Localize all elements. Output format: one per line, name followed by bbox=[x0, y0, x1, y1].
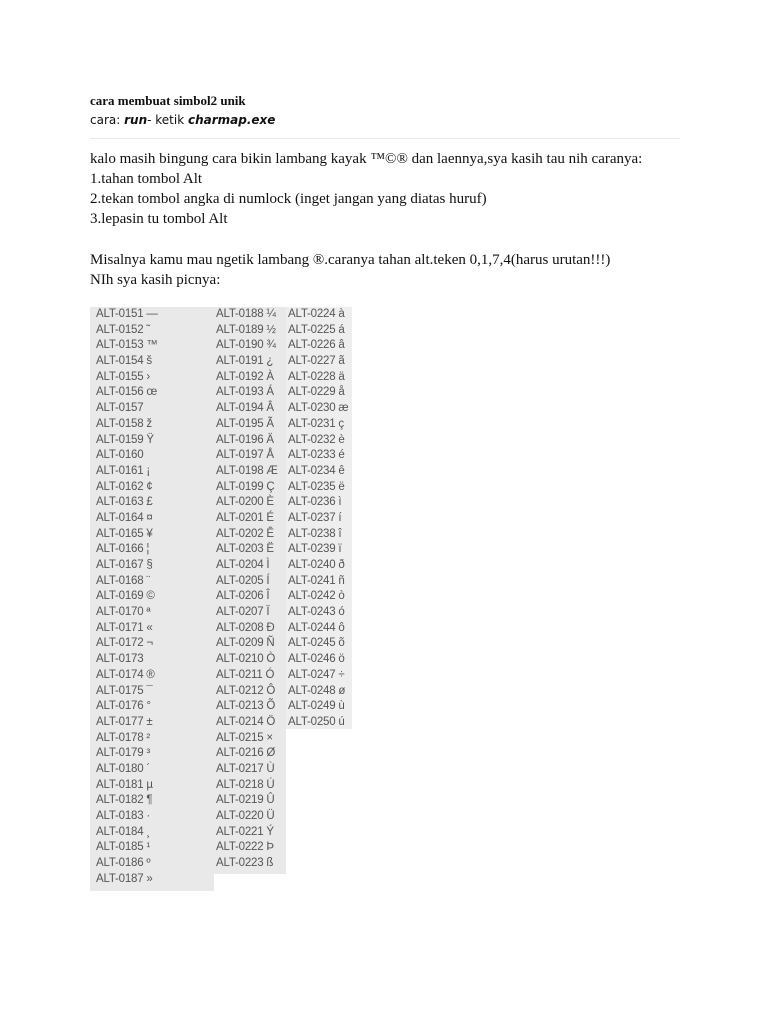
alt-code-table-image bbox=[90, 307, 352, 891]
alt-code-entry: ALT-0174 ® bbox=[96, 668, 155, 681]
alt-code-entry: ALT-0187 » bbox=[96, 872, 153, 885]
alt-code-entry: ALT-0238 î bbox=[288, 527, 342, 540]
alt-code-entry: ALT-0153 ™ bbox=[96, 339, 158, 352]
alt-code-entry: ALT-0225 á bbox=[288, 323, 345, 336]
alt-code-entry: ALT-0211 Ó bbox=[216, 668, 275, 681]
alt-code-entry: ALT-0161 ¡ bbox=[96, 464, 151, 477]
alt-code-entry: ALT-0218 Ú bbox=[216, 778, 275, 791]
alt-code-entry: ALT-0210 Ò bbox=[216, 653, 276, 666]
alt-code-entry: ALT-0159 Ÿ bbox=[96, 433, 154, 446]
example-paragraph: Misalnya kamu mau ngetik lambang ®.caranya tahan alt.teken 0,1,7,4(harus urutan!!!) bbox=[90, 252, 611, 268]
step-3: 3.lepasin tu tombol Alt bbox=[90, 211, 228, 227]
alt-code-entry: ALT-0224 à bbox=[288, 308, 345, 320]
subtitle-prefix: cara: bbox=[90, 113, 125, 127]
alt-code-entry: ALT-0154 š bbox=[96, 355, 152, 368]
alt-code-entry: ALT-0157 bbox=[96, 402, 144, 415]
subtitle-command: charmap.exe bbox=[187, 113, 276, 127]
alt-code-entry: ALT-0198 Æ bbox=[216, 464, 278, 477]
alt-code-entry: ALT-0221 Ý bbox=[216, 825, 274, 838]
alt-code-column-1 bbox=[90, 307, 214, 891]
alt-code-entry: ALT-0208 Ð bbox=[216, 621, 275, 634]
alt-code-entry: ALT-0179 ³ bbox=[96, 747, 151, 760]
alt-code-entry: ALT-0231 ç bbox=[288, 417, 344, 430]
alt-code-entry: ALT-0190 ¾ bbox=[216, 339, 276, 352]
alt-code-entry: ALT-0166 ¦ bbox=[96, 543, 150, 556]
alt-code-entry: ALT-0170 ª bbox=[96, 606, 151, 619]
step-2: 2.tekan tombol angka di numlock (inget jangan yang diatas huruf) bbox=[90, 191, 487, 207]
alt-code-entry: ALT-0209 Ñ bbox=[216, 637, 275, 650]
subtitle-run: run bbox=[124, 113, 148, 127]
alt-code-entry: ALT-0178 ² bbox=[96, 731, 151, 744]
spacer bbox=[90, 229, 680, 250]
alt-code-entry: ALT-0173 bbox=[96, 653, 144, 666]
alt-code-entry: ALT-0204 Ì bbox=[216, 559, 270, 571]
doc-subtitle bbox=[90, 111, 680, 129]
alt-code-entry: ALT-0151 — bbox=[96, 308, 158, 320]
alt-code-entry: ALT-0234 ê bbox=[288, 464, 345, 477]
alt-code-entry: ALT-0250 ú bbox=[288, 715, 345, 728]
alt-code-entry: ALT-0232 è bbox=[288, 433, 345, 446]
alt-code-entry: ALT-0163 £ bbox=[96, 496, 153, 509]
alt-code-entry: ALT-0206 Î bbox=[216, 590, 270, 603]
alt-code-entry: ALT-0222 Þ bbox=[216, 841, 274, 854]
alt-code-entry: ALT-0175 ¯ bbox=[96, 684, 153, 697]
alt-code-entry: ALT-0193 Á bbox=[216, 386, 274, 399]
alt-code-entry: ALT-0212 Ô bbox=[216, 684, 276, 697]
alt-code-entry: ALT-0172 ¬ bbox=[96, 637, 153, 650]
alt-code-entry: ALT-0158 ž bbox=[96, 417, 152, 430]
alt-code-entry: ALT-0236 ì bbox=[288, 496, 342, 509]
alt-code-entry: ALT-0216 Ø bbox=[216, 747, 276, 760]
alt-code-entry: ALT-0239 ï bbox=[288, 543, 342, 556]
alt-code-entry: ALT-0223 ß bbox=[216, 857, 274, 870]
alt-code-entry: ALT-0168 ¨ bbox=[96, 574, 151, 587]
alt-code-entry: ALT-0245 õ bbox=[288, 637, 345, 650]
alt-code-entry: ALT-0191 ¿ bbox=[216, 355, 274, 368]
alt-code-entry: ALT-0244 ô bbox=[288, 621, 345, 634]
subtitle-mid: - ketik bbox=[147, 113, 188, 127]
alt-code-entry: ALT-0164 ¤ bbox=[96, 511, 153, 524]
alt-code-entry: ALT-0185 ¹ bbox=[96, 841, 151, 854]
alt-code-entry: ALT-0177 ± bbox=[96, 715, 153, 728]
alt-code-entry: ALT-0186 º bbox=[96, 857, 151, 870]
alt-code-entry: ALT-0228 ä bbox=[288, 370, 345, 383]
alt-code-entry: ALT-0214 Ö bbox=[216, 715, 276, 728]
alt-code-entry: ALT-0176 ° bbox=[96, 700, 151, 713]
alt-code-entry: ALT-0237 í bbox=[288, 511, 342, 524]
alt-code-entry: ALT-0155 › bbox=[96, 370, 151, 383]
alt-code-column-2 bbox=[214, 307, 286, 874]
alt-code-entry: ALT-0230 æ bbox=[288, 402, 349, 415]
alt-code-entry: ALT-0189 ½ bbox=[216, 323, 276, 336]
alt-code-entry: ALT-0227 ã bbox=[288, 355, 345, 368]
document-page bbox=[90, 92, 680, 290]
alt-code-entry: ALT-0200 È bbox=[216, 496, 274, 509]
alt-code-entry: ALT-0167 § bbox=[96, 559, 153, 571]
alt-code-entry: ALT-0196 Ä bbox=[216, 433, 274, 446]
alt-code-entry: ALT-0229 å bbox=[288, 386, 345, 399]
alt-code-entry: ALT-0247 ÷ bbox=[288, 668, 345, 681]
alt-code-entry: ALT-0203 Ë bbox=[216, 543, 274, 556]
divider bbox=[90, 138, 680, 139]
step-1: 1.tahan tombol Alt bbox=[90, 171, 203, 187]
alt-code-entry: ALT-0183 · bbox=[96, 810, 151, 822]
alt-code-entry: ALT-0201 É bbox=[216, 511, 274, 524]
alt-code-entry: ALT-0169 © bbox=[96, 590, 155, 603]
alt-code-entry: ALT-0233 é bbox=[288, 449, 345, 462]
alt-code-entry: ALT-0194 Â bbox=[216, 402, 274, 415]
alt-code-entry: ALT-0207 Ï bbox=[216, 606, 270, 619]
alt-code-entry: ALT-0202 Ê bbox=[216, 527, 274, 540]
alt-code-entry: ALT-0184 ¸ bbox=[96, 825, 151, 838]
alt-code-entry: ALT-0188 ¼ bbox=[216, 308, 276, 320]
alt-code-entry: ALT-0195 Ã bbox=[216, 417, 274, 430]
alt-code-entry: ALT-0226 â bbox=[288, 339, 345, 352]
alt-code-entry: ALT-0205 Í bbox=[216, 574, 270, 587]
alt-code-entry: ALT-0240 ð bbox=[288, 559, 345, 571]
alt-code-entry: ALT-0249 ù bbox=[288, 700, 345, 713]
alt-code-entry: ALT-0242 ò bbox=[288, 590, 345, 603]
alt-code-entry: ALT-0160 bbox=[96, 449, 144, 462]
alt-code-entry: ALT-0241 ñ bbox=[288, 574, 345, 587]
alt-code-entry: ALT-0162 ¢ bbox=[96, 480, 153, 493]
alt-code-entry: ALT-0199 Ç bbox=[216, 480, 275, 493]
alt-code-entry: ALT-0217 Ù bbox=[216, 762, 275, 775]
alt-code-entry: ALT-0246 ö bbox=[288, 653, 345, 666]
alt-code-entry: ALT-0235 ë bbox=[288, 480, 345, 493]
doc-body bbox=[90, 149, 680, 290]
alt-code-entry: ALT-0243 ó bbox=[288, 606, 345, 619]
alt-code-entry: ALT-0213 Õ bbox=[216, 700, 276, 713]
alt-code-entry: ALT-0182 ¶ bbox=[96, 794, 153, 807]
alt-code-entry: ALT-0192 À bbox=[216, 370, 274, 383]
alt-code-entry: ALT-0248 ø bbox=[288, 684, 346, 697]
alt-code-entry: ALT-0197 Å bbox=[216, 449, 274, 462]
alt-code-entry: ALT-0152 ˜ bbox=[96, 323, 151, 336]
alt-code-entry: ALT-0180 ´ bbox=[96, 762, 151, 775]
pic-caption: NIh sya kasih picnya: bbox=[90, 272, 221, 288]
alt-code-entry: ALT-0215 × bbox=[216, 731, 273, 744]
alt-code-entry: ALT-0165 ¥ bbox=[96, 527, 153, 540]
alt-code-entry: ALT-0171 « bbox=[96, 621, 153, 634]
doc-title: cara membuat simbol2 unik bbox=[90, 93, 246, 108]
alt-code-entry: ALT-0220 Ü bbox=[216, 810, 275, 822]
alt-code-entry: ALT-0181 µ bbox=[96, 778, 153, 791]
alt-code-column-3 bbox=[286, 307, 352, 729]
alt-code-entry: ALT-0219 Û bbox=[216, 794, 275, 807]
alt-code-entry: ALT-0156 œ bbox=[96, 386, 158, 399]
paragraph: kalo masih bingung cara bikin lambang kayak ™©® dan laennya,sya kasih tau nih caranya: bbox=[90, 151, 643, 167]
